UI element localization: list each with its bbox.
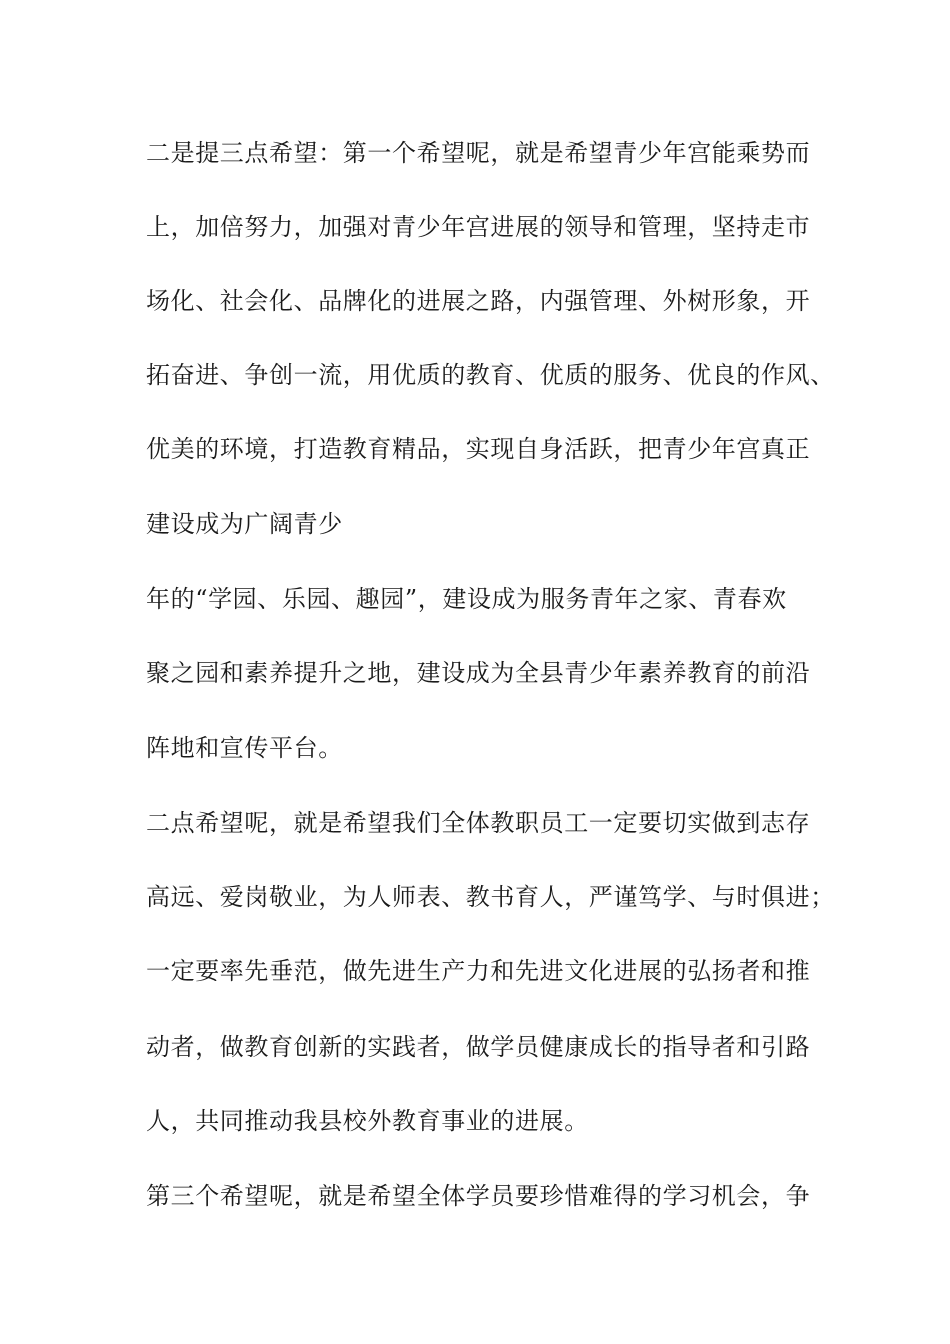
text-line-14: 人，共同推动我县校外教育事业的进展。 <box>146 1107 589 1135</box>
text-line-11: 高远、爱岗敬业，为人师表、教书育人，严谨笃学、与时俱进； <box>146 883 835 911</box>
text-line-12: 一定要率先垂范，做先进生产力和先进文化进展的弘扬者和推 <box>146 957 811 985</box>
text-line-3: 场化、社会化、品牌化的进展之路，内强管理、外树形象，开 <box>146 287 811 315</box>
text-line-15: 第三个希望呢，就是希望全体学员要珍惜难得的学习机会，争 <box>146 1182 811 1210</box>
text-line-9: 阵地和宣传平台。 <box>146 734 343 762</box>
text-line-7: 年的“学园、乐园、趣园”，建设成为服务青年之家、青春欢 <box>146 585 787 613</box>
text-line-13: 动者，做教育创新的实践者，做学员健康成长的指导者和引路 <box>146 1033 811 1061</box>
text-line-5: 优美的环境，打造教育精品，实现自身活跃，把青少年宫真正 <box>146 435 811 463</box>
text-line-4: 拓奋进、争创一流，用优质的教育、优质的服务、优良的作风、 <box>146 361 835 389</box>
text-line-10: 二点希望呢，就是希望我们全体教职员工一定要切实做到志存 <box>146 809 811 837</box>
text-line-1: 二是提三点希望：第一个希望呢，就是希望青少年宫能乘势而 <box>146 139 811 167</box>
text-line-2: 上，加倍努力，加强对青少年宫进展的领导和管理，坚持走市 <box>146 213 811 241</box>
text-line-6: 建设成为广阔青少 <box>146 510 343 538</box>
text-line-8: 聚之园和素养提升之地，建设成为全县青少年素养教育的前沿 <box>146 659 811 687</box>
